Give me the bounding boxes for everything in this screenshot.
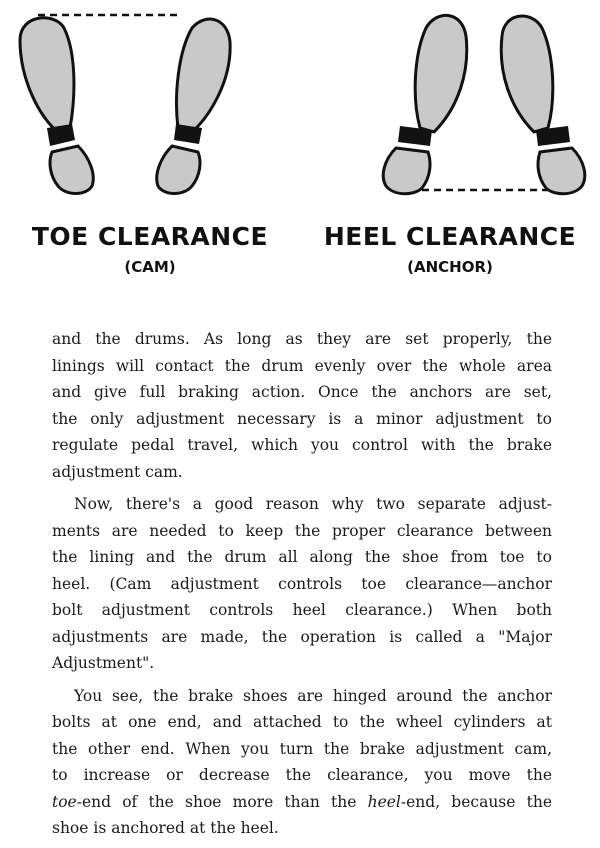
text-line: bolts at one end, and attached to the wheel cylinders at xyxy=(52,713,552,731)
article-body xyxy=(52,326,552,848)
heel-clearance-figure xyxy=(323,0,600,300)
right-heel-shape xyxy=(538,148,585,194)
italic-heel: heel xyxy=(367,792,401,811)
text-line: adjustments are made, the operation is called a "Major xyxy=(52,627,552,646)
right-heel-shape xyxy=(157,146,200,194)
left-heel-shape xyxy=(50,146,93,194)
toe-clearance-figure xyxy=(0,0,300,300)
paragraph-1 xyxy=(52,326,552,485)
paragraph-2 xyxy=(52,491,552,677)
toe-clearance-subtitle: (CAM) xyxy=(124,258,176,276)
italic-toe: toe xyxy=(52,792,77,811)
text-line: regulate pedal travel, which you control with the brake xyxy=(52,436,552,454)
text-line: the lining and the drum all along the shoe from toe to xyxy=(52,548,552,566)
right-sole-shape xyxy=(501,16,553,132)
text-line: ments are needed to keep the proper clearance between xyxy=(52,521,552,540)
text-line xyxy=(52,789,552,816)
text-line: linings will contact the drum evenly over the whole area xyxy=(52,356,552,375)
shoe-soles-heels-apart-icon xyxy=(338,0,600,215)
figure-row xyxy=(0,0,600,300)
text-fragment: -end, because the xyxy=(400,792,552,811)
text-line: to increase or decrease the clearance, you move the xyxy=(52,766,552,784)
shoe-soles-toes-apart-icon xyxy=(0,0,300,215)
text-line: and the drums. As long as they are set properly, the xyxy=(52,330,552,348)
text-line: Adjustment". xyxy=(52,654,155,672)
heel-clearance-title: HEEL CLEARANCE xyxy=(323,222,577,251)
right-sole-shape xyxy=(177,19,231,132)
text-line: heel. (Cam adjustment controls toe clearance—anchor xyxy=(52,574,552,593)
text-line: the other end. When you turn the brake adjustment cam, xyxy=(52,739,552,758)
left-heel-shape xyxy=(383,148,430,194)
heel-clearance-subtitle: (ANCHOR) xyxy=(407,258,493,276)
left-sole-shape xyxy=(20,18,74,132)
paragraph-3 xyxy=(52,683,552,842)
text-line: Now, there's a good reason why two separate adjust- xyxy=(74,495,552,513)
text-line: You see, the brake shoes are hinged around the anchor xyxy=(74,686,552,705)
left-sole-shape xyxy=(415,15,467,132)
toe-clearance-title: TOE CLEARANCE xyxy=(31,222,269,251)
text-line: adjustment cam. xyxy=(52,462,183,481)
text-line: the only adjustment necessary is a minor adjustment to xyxy=(52,409,552,428)
text-line: bolt adjustment controls heel clearance.) When both xyxy=(52,601,552,619)
text-line: shoe is anchored at the heel. xyxy=(52,819,279,837)
text-fragment: -end of the shoe more than the xyxy=(76,792,368,811)
text-line: and give full braking action. Once the anchors are set, xyxy=(52,383,552,401)
